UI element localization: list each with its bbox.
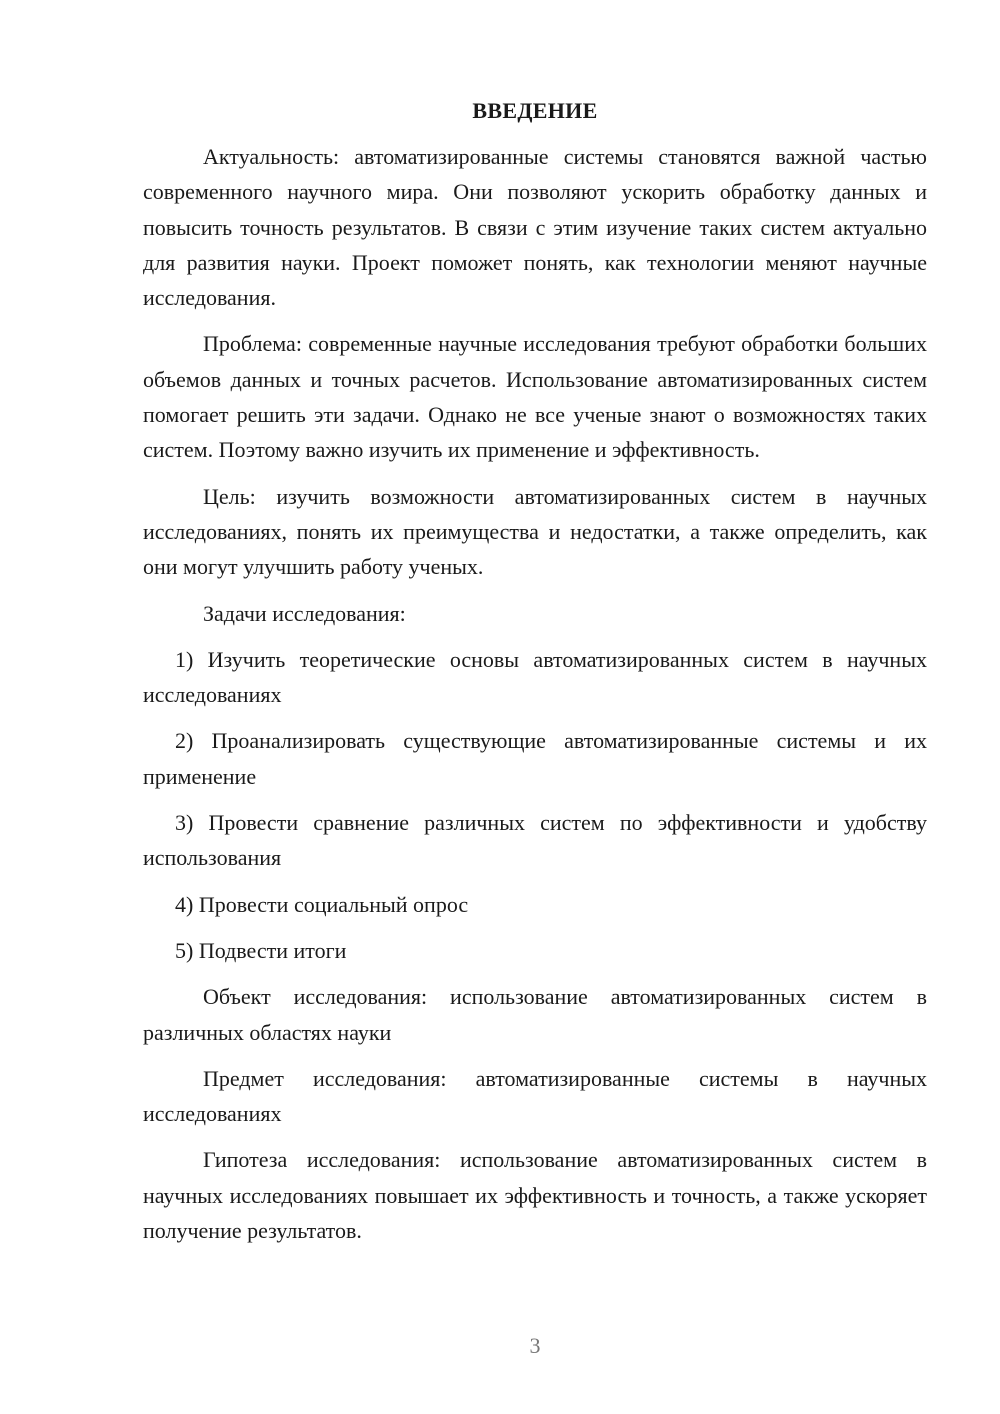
paragraph-goal: Цель: изучить возможности автоматизированных систем в научных исследованиях, понять их преимущества и недостатки, а также определить, как они могут улучшить работу ученых. — [143, 483, 927, 580]
page-number: 3 — [529, 1333, 541, 1358]
task-item-5: 5) Подвести итоги — [175, 937, 347, 963]
task-item-2: 2) Проанализировать существующие автоматизированные системы и их применение — [143, 728, 927, 789]
paragraph-hypothesis: Гипотеза исследования: использование автоматизированных систем в научных исследованиях повышает их эффективность и точность, а также ускоряет получение результатов. — [143, 1147, 927, 1244]
paragraph-object: Объект исследования: использование автоматизированных систем в различных областях науки — [143, 984, 927, 1045]
task-item-3: 3) Провести сравнение различных систем по эффективности и удобству использования — [143, 810, 927, 871]
paragraph-subject: Предмет исследования: автоматизированные системы в научных исследованиях — [143, 1065, 927, 1127]
paragraph-tasks-intro: Задачи исследования: — [203, 600, 406, 626]
task-item-4: 4) Провести социальный опрос — [175, 891, 469, 917]
paragraph-problem: Проблема: современные научные исследования требуют обработки больших объемов данных и точных расчетов. Использование автоматизированных систем помогает решить эти задачи. Однако не все ученые знают о возможностях таких систем. Поэтому важно изучить их применение и эффективность. — [143, 331, 927, 463]
paragraph-relevance: Актуальность: автоматизированные системы становятся важной частью современного научного мира. Они позволяют ускорить обработку данных и повысить точность результатов. В связи с этим изучение таких систем актуально для развития науки. Проект поможет понять, как технологии меняют научные исследования. — [143, 144, 927, 311]
section-heading: ВВЕДЕНИЕ — [472, 98, 598, 123]
page-content — [143, 96, 927, 1259]
task-item-1: 1) Изучить теоретические основы автоматизированных систем в научных исследованиях — [143, 646, 927, 708]
